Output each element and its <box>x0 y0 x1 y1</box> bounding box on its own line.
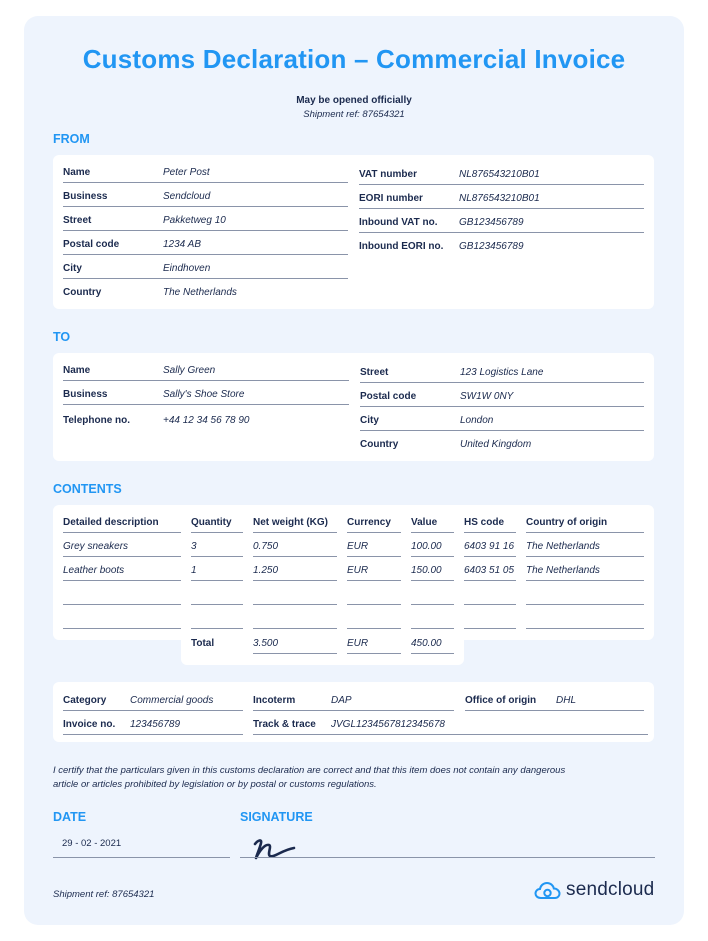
col-value: Value <box>411 509 454 533</box>
empty-cell <box>347 605 401 629</box>
empty-cell <box>63 605 181 629</box>
office-origin-row: Office of origin DHL <box>465 687 644 711</box>
to-street-row: Street 123 Logistics Lane <box>360 359 644 383</box>
shipment-meta-card <box>53 682 654 742</box>
col-net-weight: Net weight (KG) <box>253 509 337 533</box>
col-quantity: Quantity <box>191 509 243 533</box>
incoterm-row: Incoterm DAP <box>253 687 454 711</box>
to-country-row: Country United Kingdom <box>360 439 532 450</box>
from-heading: FROM <box>53 132 90 146</box>
to-card <box>53 353 654 461</box>
empty-cell <box>464 581 516 605</box>
table-cell: 100.00 <box>411 533 454 557</box>
empty-cell <box>253 605 337 629</box>
table-cell: 150.00 <box>411 557 454 581</box>
signature-heading: SIGNATURE <box>240 810 313 824</box>
shipment-ref-footer: Shipment ref: 87654321 <box>53 889 155 900</box>
from-name-row: Name Peter Post <box>63 159 348 183</box>
table-cell: EUR <box>347 557 401 581</box>
shipment-ref-header: Shipment ref: 87654321 <box>303 109 405 120</box>
table-cell: Grey sneakers <box>63 533 181 557</box>
table-cell: 3 <box>191 533 243 557</box>
table-cell: Leather boots <box>63 557 181 581</box>
page-title: Customs Declaration – Commercial Invoice <box>82 44 626 74</box>
from-street-row: Street Pakketweg 10 <box>63 207 348 231</box>
to-postal-row: Postal code SW1W 0NY <box>360 383 644 407</box>
empty-cell <box>253 581 337 605</box>
col-hs-code: HS code <box>464 509 516 533</box>
table-cell: EUR <box>347 533 401 557</box>
to-name-row: Name Sally Green <box>63 357 349 381</box>
col-country-origin: Country of origin <box>526 509 644 533</box>
table-cell: 1 <box>191 557 243 581</box>
from-inbound-vat-row: Inbound VAT no. GB123456789 <box>359 209 644 233</box>
invoice-page <box>24 16 684 925</box>
date-value: 29 - 02 - 2021 <box>62 838 122 849</box>
category-row: Category Commercial goods <box>63 687 243 711</box>
empty-cell <box>191 605 243 629</box>
from-postal-row: Postal code 1234 AB <box>63 231 348 255</box>
table-cell: 1.250 <box>253 557 337 581</box>
from-vat-row: VAT number NL876543210B01 <box>359 161 644 185</box>
total-currency: EUR <box>347 630 401 654</box>
from-eori-row: EORI number NL876543210B01 <box>359 185 644 209</box>
empty-cell <box>526 581 644 605</box>
signature-line <box>240 857 655 858</box>
cloud-icon <box>534 881 561 900</box>
from-business-row: Business Sendcloud <box>63 183 348 207</box>
from-city-row: City Eindhoven <box>63 255 348 279</box>
col-description: Detailed description <box>63 509 181 533</box>
certification-statement: I certify that the particulars given in this customs declaration are correct and that this item does not contain any dangerous article or articles prohibited by legislation or by postal or customs regulations. <box>53 765 566 790</box>
empty-cell <box>63 581 181 605</box>
empty-cell <box>464 605 516 629</box>
brand-name: sendcloud <box>566 879 655 900</box>
contents-card <box>53 505 654 640</box>
date-heading: DATE <box>53 810 87 824</box>
from-country-row: Country The Netherlands <box>63 287 237 298</box>
date-line <box>53 857 230 858</box>
table-cell: The Netherlands <box>526 533 644 557</box>
to-city-row: City London <box>360 407 644 431</box>
empty-cell <box>191 581 243 605</box>
opened-officially-note: May be opened officially <box>296 95 412 106</box>
contents-heading: CONTENTS <box>53 482 122 496</box>
table-cell: The Netherlands <box>526 557 644 581</box>
to-heading: TO <box>53 330 71 344</box>
from-inbound-eori-row: Inbound EORI no. GB123456789 <box>359 241 524 252</box>
table-cell: 6403 51 05 <box>464 557 516 581</box>
to-telephone-row: Telephone no. +44 12 34 56 78 90 <box>63 415 250 426</box>
invoice-no-row: Invoice no. 123456789 <box>63 711 243 735</box>
empty-cell <box>411 581 454 605</box>
total-label: Total <box>191 638 215 649</box>
table-cell: 6403 91 16 <box>464 533 516 557</box>
col-currency: Currency <box>347 509 401 533</box>
empty-cell <box>526 605 644 629</box>
total-weight: 3.500 <box>253 630 337 654</box>
total-value: 450.00 <box>411 630 454 654</box>
from-card <box>53 155 654 309</box>
total-row <box>181 636 464 665</box>
empty-cell <box>347 581 401 605</box>
empty-cell <box>411 605 454 629</box>
track-trace-row: Track & trace JVGL1234567812345678 <box>253 711 648 735</box>
table-cell: 0.750 <box>253 533 337 557</box>
to-business-row: Business Sally's Shoe Store <box>63 381 349 405</box>
